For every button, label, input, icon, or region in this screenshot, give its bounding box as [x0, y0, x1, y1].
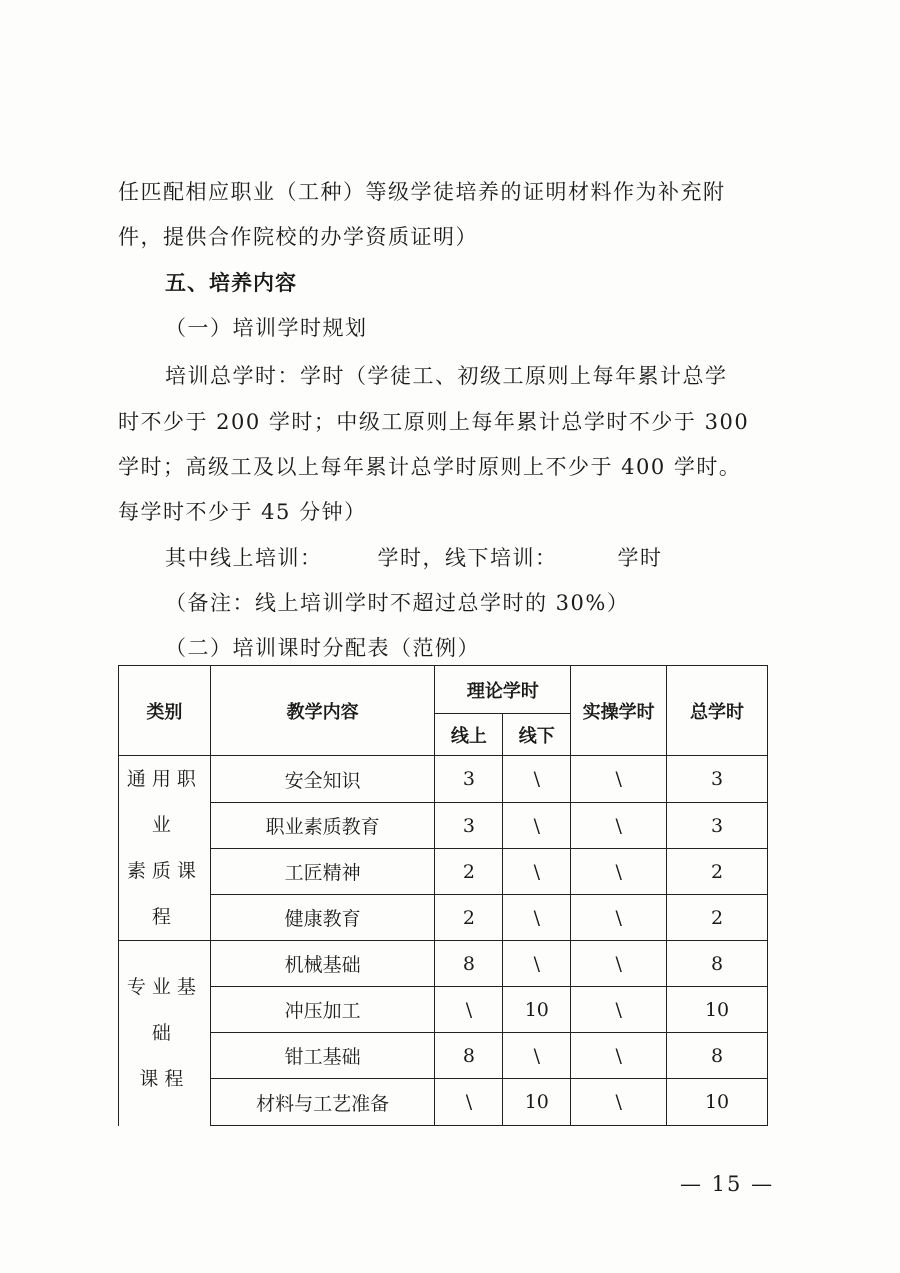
category-cell: 通用职业 素质课程	[119, 756, 211, 941]
practice-cell: \	[571, 803, 667, 849]
total-cell: 3	[667, 756, 768, 803]
header-total: 总学时	[667, 666, 768, 756]
header-offline: 线下	[503, 714, 571, 756]
online-cell: 3	[435, 803, 503, 849]
total-cell: 10	[667, 987, 768, 1033]
online-cell: 8	[435, 1033, 503, 1079]
practice-cell: \	[571, 941, 667, 987]
header-category: 类别	[119, 666, 211, 756]
offline-cell: \	[503, 941, 571, 987]
total-cell: 8	[667, 1033, 768, 1079]
category-cell: 专业基础 课程	[119, 941, 211, 1126]
offline-cell: \	[503, 849, 571, 895]
online-cell: 3	[435, 756, 503, 803]
paragraph-line: 件，提供合作院校的办学资质证明）	[118, 225, 478, 249]
paragraph-line: 培训总学时：学时（学徒工、初级工原则上每年累计总学	[165, 364, 728, 388]
content-cell: 工匠精神	[210, 849, 435, 895]
online-label: 其中线上培训：	[165, 546, 323, 570]
page-number: — 15 —	[680, 1172, 775, 1196]
practice-cell: \	[571, 895, 667, 941]
content-cell: 钳工基础	[210, 1033, 435, 1079]
paragraph-line: 任匹配相应职业（工种）等级学徒培养的证明材料作为补充附	[118, 180, 726, 204]
online-cell: \	[435, 1079, 503, 1126]
practice-cell: \	[571, 1033, 667, 1079]
offline-cell: 10	[503, 1079, 571, 1126]
practice-cell: \	[571, 987, 667, 1033]
section-heading: 五、培养内容	[165, 271, 297, 295]
offline-label: 学时，线下培训：	[377, 546, 558, 570]
subsection-heading: （一）培训学时规划	[165, 316, 368, 340]
practice-cell: \	[571, 1079, 667, 1126]
content-cell: 职业素质教育	[210, 803, 435, 849]
total-cell: 2	[667, 895, 768, 941]
header-online: 线上	[435, 714, 503, 756]
header-theory: 理论学时	[435, 666, 571, 714]
hours-label: 学时	[617, 546, 663, 570]
total-cell: 3	[667, 803, 768, 849]
offline-cell: \	[503, 895, 571, 941]
practice-cell: \	[571, 849, 667, 895]
practice-cell: \	[571, 756, 667, 803]
total-cell: 2	[667, 849, 768, 895]
header-content: 教学内容	[210, 666, 435, 756]
total-cell: 8	[667, 941, 768, 987]
paragraph-line: 学时；高级工及以上每年累计总学时原则上不少于 400 学时。	[118, 455, 742, 479]
content-cell: 安全知识	[210, 756, 435, 803]
total-cell: 10	[667, 1079, 768, 1126]
content-cell: 冲压加工	[210, 987, 435, 1033]
note-line: （备注：线上培训学时不超过总学时的 30%）	[165, 591, 630, 615]
content-cell: 机械基础	[210, 941, 435, 987]
offline-cell: 10	[503, 987, 571, 1033]
online-cell: 8	[435, 941, 503, 987]
paragraph-line: 时不少于 200 学时；中级工原则上每年累计总学时不少于 300	[118, 410, 750, 434]
content-cell: 材料与工艺准备	[210, 1079, 435, 1126]
offline-cell: \	[503, 1033, 571, 1079]
online-cell: 2	[435, 849, 503, 895]
subsection-heading: （二）培训课时分配表（范例）	[165, 636, 480, 660]
header-practice: 实操学时	[571, 666, 667, 756]
course-hours-table	[118, 665, 768, 1126]
offline-cell: \	[503, 803, 571, 849]
paragraph-line: 每学时不少于 45 分钟）	[118, 500, 367, 524]
online-cell: \	[435, 987, 503, 1033]
online-offline-line	[165, 543, 825, 573]
offline-cell: \	[503, 756, 571, 803]
online-cell: 2	[435, 895, 503, 941]
content-cell: 健康教育	[210, 895, 435, 941]
